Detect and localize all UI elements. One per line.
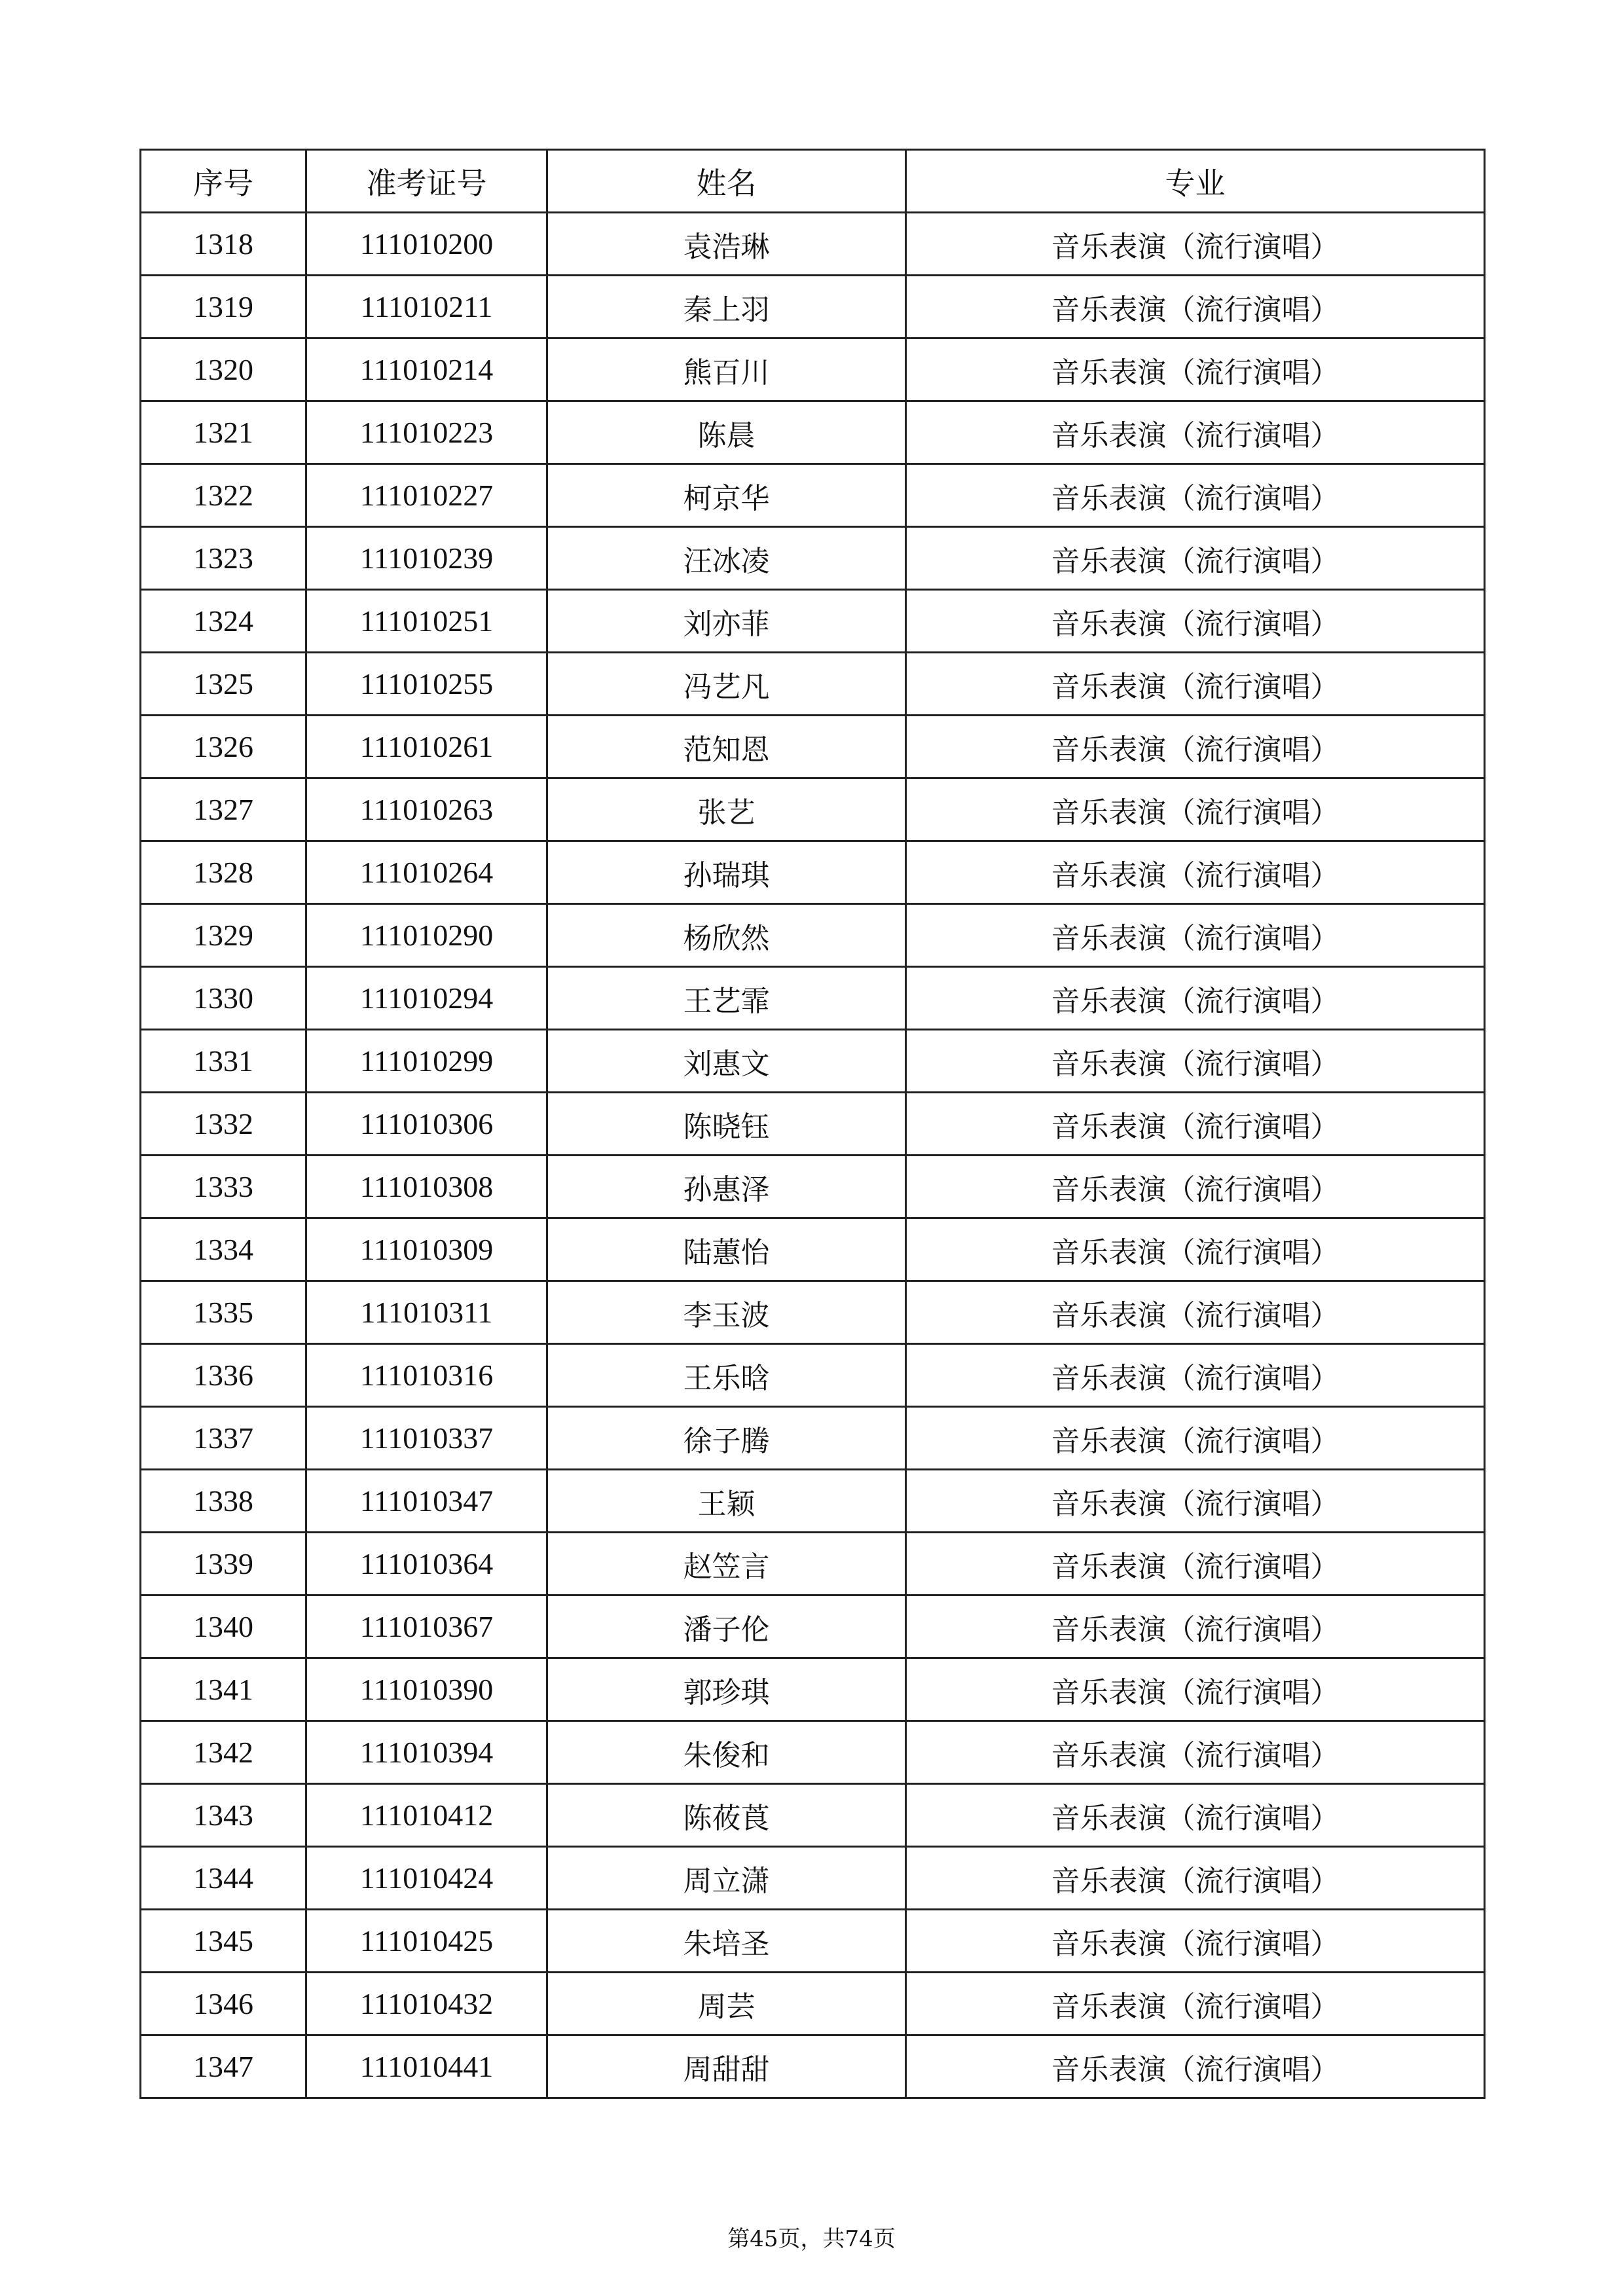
cell-major: 音乐表演（流行演唱） [906,464,1485,527]
table-row [141,778,1485,841]
table-row [141,213,1485,276]
cell-seq: 1338 [141,1470,306,1533]
cell-exam-id: 111010412 [306,1784,547,1847]
cell-name: 朱培圣 [547,1910,906,1973]
table-row [141,1784,1485,1847]
cell-seq: 1322 [141,464,306,527]
table-row [141,1156,1485,1218]
table-row [141,904,1485,967]
cell-name: 王艺霏 [547,967,906,1030]
table-row [141,276,1485,338]
table-row [141,967,1485,1030]
cell-name: 汪冰凌 [547,527,906,590]
table-row [141,1533,1485,1595]
cell-exam-id: 111010441 [306,2035,547,2098]
header-exam-id: 准考证号 [306,150,547,213]
header-name: 姓名 [547,150,906,213]
cell-exam-id: 111010255 [306,653,547,716]
cell-exam-id: 111010223 [306,401,547,464]
table-row [141,1595,1485,1658]
table-row [141,1093,1485,1156]
table-row [141,1407,1485,1470]
cell-major: 音乐表演（流行演唱） [906,1470,1485,1533]
cell-name: 刘亦菲 [547,590,906,653]
cell-exam-id: 111010311 [306,1281,547,1344]
cell-major: 音乐表演（流行演唱） [906,904,1485,967]
cell-name: 袁浩琳 [547,213,906,276]
cell-name: 陆蕙怡 [547,1218,906,1281]
cell-exam-id: 111010316 [306,1344,547,1407]
cell-name: 陈莜莨 [547,1784,906,1847]
table-row [141,1973,1485,2035]
cell-major: 音乐表演（流行演唱） [906,1030,1485,1093]
cell-major: 音乐表演（流行演唱） [906,1973,1485,2035]
cell-name: 陈晓钰 [547,1093,906,1156]
cell-exam-id: 111010394 [306,1721,547,1784]
table-row [141,1281,1485,1344]
cell-major: 音乐表演（流行演唱） [906,1784,1485,1847]
table-row [141,1344,1485,1407]
cell-major: 音乐表演（流行演唱） [906,401,1485,464]
cell-major: 音乐表演（流行演唱） [906,653,1485,716]
cell-major: 音乐表演（流行演唱） [906,1533,1485,1595]
cell-exam-id: 111010290 [306,904,547,967]
cell-major: 音乐表演（流行演唱） [906,1218,1485,1281]
cell-seq: 1332 [141,1093,306,1156]
table-row [141,1721,1485,1784]
cell-major: 音乐表演（流行演唱） [906,967,1485,1030]
cell-major: 音乐表演（流行演唱） [906,841,1485,904]
cell-major: 音乐表演（流行演唱） [906,338,1485,401]
cell-exam-id: 111010425 [306,1910,547,1973]
cell-seq: 1318 [141,213,306,276]
cell-exam-id: 111010308 [306,1156,547,1218]
table-row [141,653,1485,716]
cell-name: 范知恩 [547,716,906,778]
table-row [141,464,1485,527]
cell-seq: 1325 [141,653,306,716]
cell-exam-id: 111010306 [306,1093,547,1156]
cell-seq: 1321 [141,401,306,464]
cell-name: 徐子腾 [547,1407,906,1470]
table-row [141,401,1485,464]
table-row [141,841,1485,904]
cell-name: 陈晨 [547,401,906,464]
cell-seq: 1342 [141,1721,306,1784]
cell-seq: 1323 [141,527,306,590]
cell-seq: 1329 [141,904,306,967]
cell-seq: 1328 [141,841,306,904]
cell-exam-id: 111010251 [306,590,547,653]
table-body [141,213,1485,2098]
cell-major: 音乐表演（流行演唱） [906,1595,1485,1658]
cell-seq: 1341 [141,1658,306,1721]
cell-name: 周芸 [547,1973,906,2035]
cell-seq: 1333 [141,1156,306,1218]
cell-exam-id: 111010239 [306,527,547,590]
cell-name: 熊百川 [547,338,906,401]
cell-seq: 1339 [141,1533,306,1595]
cell-seq: 1335 [141,1281,306,1344]
table-row [141,590,1485,653]
cell-name: 张艺 [547,778,906,841]
cell-major: 音乐表演（流行演唱） [906,1721,1485,1784]
table-row [141,1847,1485,1910]
cell-major: 音乐表演（流行演唱） [906,1910,1485,1973]
cell-major: 音乐表演（流行演唱） [906,2035,1485,2098]
header-seq: 序号 [141,150,306,213]
cell-exam-id: 111010347 [306,1470,547,1533]
cell-exam-id: 111010309 [306,1218,547,1281]
cell-exam-id: 111010264 [306,841,547,904]
cell-exam-id: 111010299 [306,1030,547,1093]
cell-major: 音乐表演（流行演唱） [906,590,1485,653]
cell-name: 杨欣然 [547,904,906,967]
cell-exam-id: 111010214 [306,338,547,401]
cell-major: 音乐表演（流行演唱） [906,1156,1485,1218]
cell-major: 音乐表演（流行演唱） [906,1344,1485,1407]
cell-exam-id: 111010200 [306,213,547,276]
cell-name: 王乐晗 [547,1344,906,1407]
cell-name: 赵笠言 [547,1533,906,1595]
cell-exam-id: 111010294 [306,967,547,1030]
cell-seq: 1343 [141,1784,306,1847]
cell-exam-id: 111010364 [306,1533,547,1595]
table-row [141,338,1485,401]
table-row [141,716,1485,778]
cell-name: 孙瑞琪 [547,841,906,904]
cell-exam-id: 111010227 [306,464,547,527]
cell-seq: 1320 [141,338,306,401]
cell-name: 周立潇 [547,1847,906,1910]
roster-table [139,149,1486,2099]
cell-seq: 1337 [141,1407,306,1470]
cell-major: 音乐表演（流行演唱） [906,1093,1485,1156]
cell-major: 音乐表演（流行演唱） [906,276,1485,338]
cell-major: 音乐表演（流行演唱） [906,1658,1485,1721]
cell-seq: 1340 [141,1595,306,1658]
table-row [141,1910,1485,1973]
cell-exam-id: 111010211 [306,276,547,338]
cell-name: 朱俊和 [547,1721,906,1784]
cell-name: 王颖 [547,1470,906,1533]
cell-seq: 1347 [141,2035,306,2098]
cell-name: 柯京华 [547,464,906,527]
cell-seq: 1324 [141,590,306,653]
cell-name: 潘子伦 [547,1595,906,1658]
cell-exam-id: 111010390 [306,1658,547,1721]
cell-major: 音乐表演（流行演唱） [906,1281,1485,1344]
cell-exam-id: 111010432 [306,1973,547,2035]
cell-major: 音乐表演（流行演唱） [906,213,1485,276]
cell-exam-id: 111010367 [306,1595,547,1658]
table-row [141,1218,1485,1281]
cell-seq: 1326 [141,716,306,778]
cell-seq: 1331 [141,1030,306,1093]
table-row [141,1470,1485,1533]
table-row [141,527,1485,590]
page-number-footer: 第45页，共74页 [727,2226,896,2252]
table-row [141,1658,1485,1721]
cell-seq: 1345 [141,1910,306,1973]
cell-exam-id: 111010261 [306,716,547,778]
cell-name: 刘惠文 [547,1030,906,1093]
cell-seq: 1319 [141,276,306,338]
cell-name: 周甜甜 [547,2035,906,2098]
cell-seq: 1330 [141,967,306,1030]
cell-exam-id: 111010424 [306,1847,547,1910]
cell-major: 音乐表演（流行演唱） [906,778,1485,841]
cell-major: 音乐表演（流行演唱） [906,716,1485,778]
cell-seq: 1327 [141,778,306,841]
header-major: 专业 [906,150,1485,213]
cell-name: 李玉波 [547,1281,906,1344]
cell-name: 郭珍琪 [547,1658,906,1721]
cell-seq: 1344 [141,1847,306,1910]
cell-seq: 1334 [141,1218,306,1281]
cell-name: 孙惠泽 [547,1156,906,1218]
cell-major: 音乐表演（流行演唱） [906,527,1485,590]
table-header-row [141,150,1485,213]
table-row [141,1030,1485,1093]
cell-seq: 1346 [141,1973,306,2035]
cell-exam-id: 111010337 [306,1407,547,1470]
cell-exam-id: 111010263 [306,778,547,841]
table-row [141,2035,1485,2098]
cell-name: 冯艺凡 [547,653,906,716]
cell-name: 秦上羽 [547,276,906,338]
cell-seq: 1336 [141,1344,306,1407]
cell-major: 音乐表演（流行演唱） [906,1407,1485,1470]
cell-major: 音乐表演（流行演唱） [906,1847,1485,1910]
